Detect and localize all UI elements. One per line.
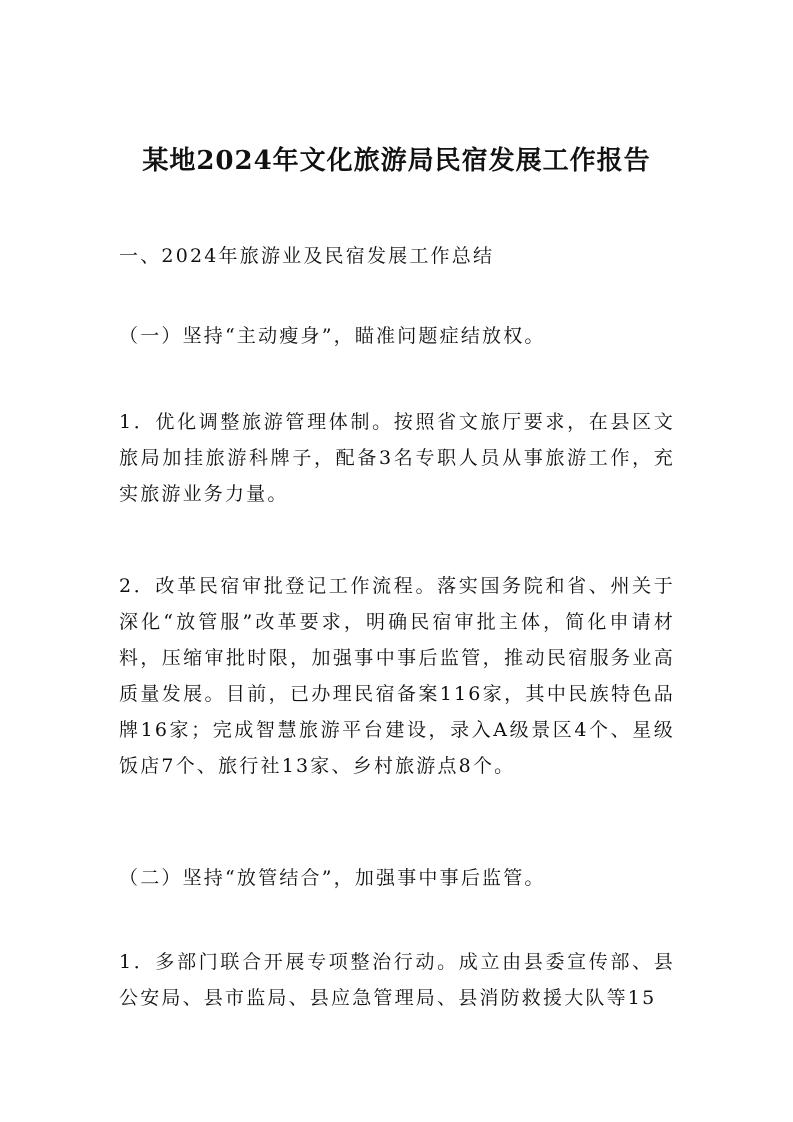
paragraph-3: 1．多部门联合开展专项整治行动。成立由县委宣传部、县公安局、县市监局、县应急管理局、县消防救援大队等15 xyxy=(119,951,675,1009)
paragraph-1: 1．优化调整旅游管理体制。按照省文旅厅要求，在县区文旅局加挂旅游科牌子，配备3名专职人员从事旅游工作，充实旅游业务力量。 xyxy=(119,411,675,505)
document-title: 某地2024年文化旅游局民宿发展工作报告 xyxy=(142,146,651,177)
subsection-heading-2: （二）坚持“放管结合”，加强事中事后监管。 xyxy=(119,867,546,889)
section-heading-1: 一、2024年旅游业及民宿发展工作总结 xyxy=(119,245,495,267)
subsection-heading-1: （一）坚持“主动瘦身”，瞄准问题症结放权。 xyxy=(119,325,546,347)
paragraph-2: 2．改革民宿审批登记工作流程。落实国务院和省、州关于深化“放管服”改革要求，明确民宿审批主体，简化申请材料，压缩审批时限，加强事中事后监管，推动民宿服务业高质量发展。目前，已办理民宿备案116家，其中民族特色品牌16家；完成智慧旅游平台建设，录入A级景区4个、星级饭店7个、旅行社13家、乡村旅游点8个。 xyxy=(119,575,675,777)
